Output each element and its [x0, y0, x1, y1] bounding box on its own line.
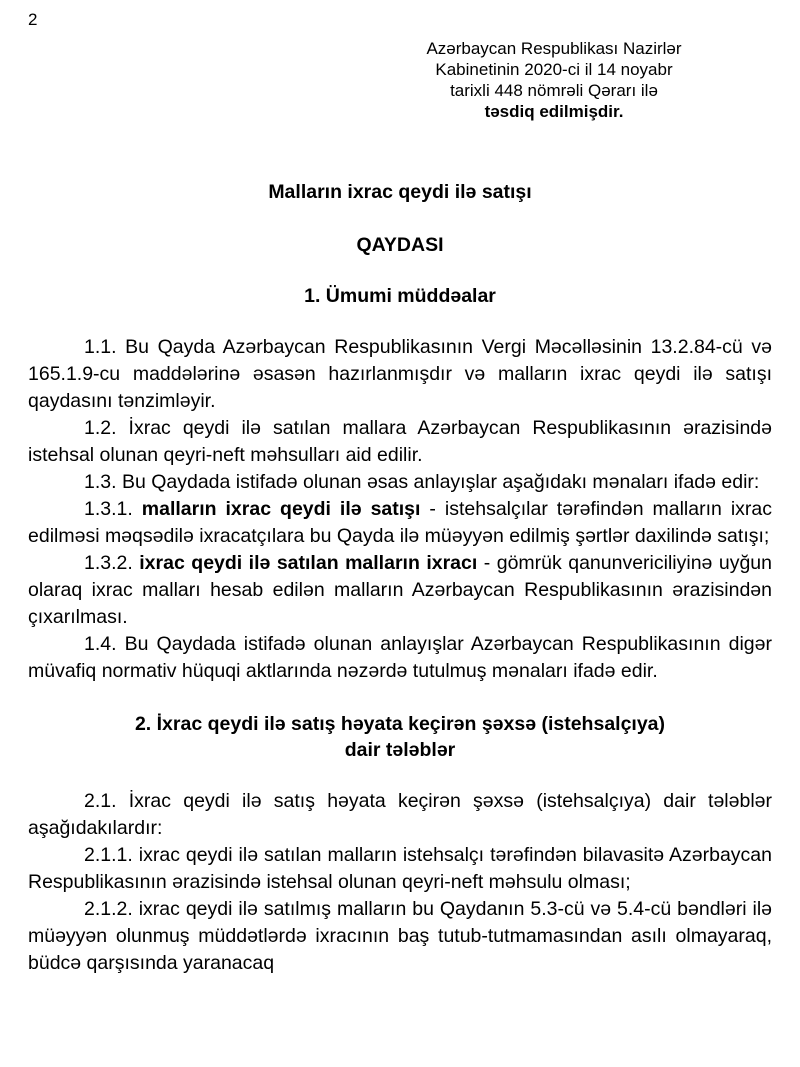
paragraph	[28, 334, 772, 415]
paragraph	[28, 896, 772, 977]
paragraph-text: 1.2. İxrac qeydi ilə satılan mallara Azərbaycan Respublikasının ərazisində istehsal olunan qeyri-neft məhsulları aid edilir.	[28, 417, 772, 466]
paragraph-text: 1.3. Bu Qaydada istifadə olunan əsas anlayışlar aşağıdakı mənaları ifadə edir:	[84, 471, 760, 493]
paragraph-text: - gömrük qanunvericiliyinə uyğun olaraq ixrac malları hesab edilən malların Azərbaycan Respublikasının ərazisindən çıxarılması.	[28, 552, 772, 628]
paragraph-text: 2.1.2. ixrac qeydi ilə satılmış malların bu Qaydanın 5.3-cü və 5.4-cü bəndləri ilə müəyyən olunmuş müddətlərdə ixracının baş tutub-tutmamasından asılı olmayaraq, büdcə qarşısında yaranacaq	[28, 898, 772, 974]
paragraph-term-bold: malların ixrac qeydi ilə satışı	[141, 498, 421, 520]
paragraph	[28, 631, 772, 685]
document-body	[28, 283, 772, 977]
paragraph-text: 2.1.1. ixrac qeydi ilə satılan malların istehsalçı tərəfindən bilavasitə Azərbaycan Respublikasının ərazisində istehsal olunan qeyri-neft məhsulu olması;	[28, 844, 772, 893]
approval-lines	[378, 38, 730, 101]
paragraph	[28, 842, 772, 896]
approval-block	[378, 38, 730, 122]
paragraph	[28, 496, 772, 550]
approval-line: Azərbaycan Respublikası Nazirlər	[426, 39, 682, 58]
paragraph	[28, 550, 772, 631]
section-paragraphs	[28, 334, 772, 685]
paragraph-text: - istehsalçılar tərəfindən malların ixrac edilməsi məqsədilə ixracatçılara bu Qayda ilə müəyyən edilmiş şərtlər daxilində satışı;	[28, 498, 773, 547]
section-paragraphs	[28, 788, 772, 977]
paragraph-text: 1.4. Bu Qaydada istifadə olunan anlayışlar Azərbaycan Respublikasının digər müvafiq normativ hüquqi aktlarında nəzərdə tutulmuş mənaları ifadə edir.	[28, 633, 772, 682]
page-number: 2	[28, 10, 38, 29]
approval-bold-line: təsdiq edilmişdir.	[484, 102, 624, 121]
approval-line: Kabinetinin 2020-ci il 14 noyabr	[435, 60, 673, 79]
paragraph-text: 1.3.1.	[84, 498, 142, 520]
document-subtitle: QAYDASI	[356, 234, 444, 256]
paragraph-text: 1.3.2.	[84, 552, 140, 574]
paragraph-text: 1.1. Bu Qayda Azərbaycan Respublikasının Vergi Məcəlləsinin 13.2.84-cü və 165.1.9-cu maddələrinə əsasən hazırlanmışdır və malların ixrac qeydi ilə satışı qaydasını tənzimləyir.	[28, 336, 772, 412]
paragraph	[28, 788, 772, 842]
paragraph	[28, 469, 772, 496]
paragraph-term-bold: ixrac qeydi ilə satılan malların ixracı	[139, 552, 478, 574]
paragraph-text: 2.1. İxrac qeydi ilə satış həyata keçirən şəxsə (istehsalçıya) dair tələblər aşağıdakılardır:	[28, 790, 772, 839]
approval-line: tarixli 448 nömrəli Qərarı ilə	[450, 81, 658, 100]
section-heading: 2. İxrac qeydi ilə satış həyata keçirən şəxsə (istehsalçıya) dair tələblər	[134, 713, 666, 761]
paragraph	[28, 415, 772, 469]
section-heading: 1. Ümumi müddəalar	[304, 285, 496, 307]
document-title: Malların ixrac qeydi ilə satışı	[268, 181, 532, 203]
